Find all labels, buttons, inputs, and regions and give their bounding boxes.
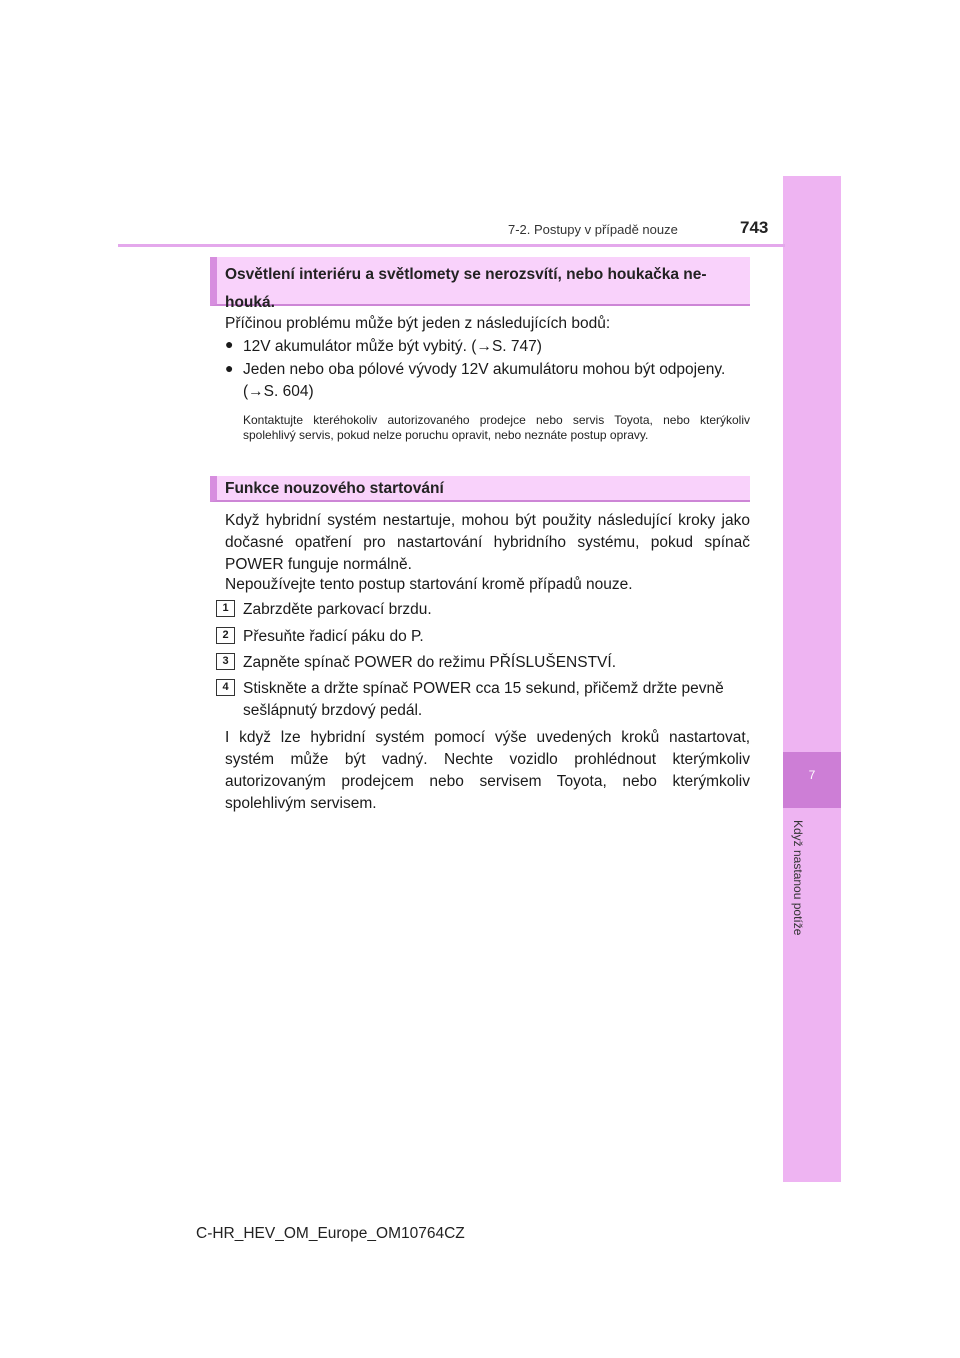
step-text: Stiskněte a držte spínač POWER cca 15 sekund, přičemž držte pevně sešlápnutý brzdový pedál. xyxy=(243,680,724,719)
bullet-item: 12V akumulátor může být vybitý. (→S. 747) xyxy=(243,338,542,355)
step-number-badge: 3 xyxy=(216,653,235,670)
section2-closing: I když lze hybridní systém pomocí výše uvedených kroků nastartovat, systém může být vadný. Nechte vozidlo prohlédnout kterýmkoliv autorizovaným prodejcem nebo servisem Toyota, nebo kterýmkoliv spolehlivým servisem. xyxy=(225,729,750,812)
section1-intro: Příčinou problému může být jeden z následujících bodů: xyxy=(225,315,611,332)
section-heading-emergency-start: Funkce nouzového startování xyxy=(210,476,750,502)
step-text: Zapněte spínač POWER do režimu PŘÍSLUŠENSTVÍ. xyxy=(243,654,616,671)
bullet-item: Jeden nebo oba pólové vývody 12V akumulátoru mohou být odpojeny. (→S. 604) xyxy=(243,361,726,400)
section-heading-lights: Osvětlení interiéru a světlomety se nerozsvítí, nebo houkačka ne-houká. xyxy=(210,257,750,306)
section2-intro: Když hybridní systém nestartuje, mohou být použity následující kroky jako dočasné opatření pro nastartování hybridního systému, pokud spínač POWER funguje normálně. xyxy=(225,512,750,573)
step-number-badge: 2 xyxy=(216,627,235,644)
bullet-marker: ● xyxy=(225,360,234,376)
section2-warning: Nepoužívejte tento postup startování kromě případů nouze. xyxy=(225,576,633,593)
step-number-badge: 1 xyxy=(216,600,235,617)
chapter-side-tab xyxy=(783,176,841,1182)
page-number: 743 xyxy=(740,218,769,237)
step-text: Zabrzděte parkovací brzdu. xyxy=(243,601,432,618)
chapter-title: Když nastanou potíže xyxy=(791,820,805,936)
header-section-title: 7-2. Postupy v případě nouze xyxy=(508,222,678,237)
step-text: Přesuňte řadicí páku do P. xyxy=(243,628,424,645)
header-rule xyxy=(118,244,785,247)
section1-note: Kontaktujte kteréhokoliv autorizovaného prodejce nebo servis Toyota, nebo kterýkoliv spolehlivý servis, pokud nelze poruchu opravit, nebo neznáte postup opravy. xyxy=(243,413,750,442)
step-number-badge: 4 xyxy=(216,679,235,696)
chapter-number: 7 xyxy=(808,768,816,782)
document-id: C-HR_HEV_OM_Europe_OM10764CZ xyxy=(196,1225,465,1242)
bullet-marker: ● xyxy=(225,336,234,352)
